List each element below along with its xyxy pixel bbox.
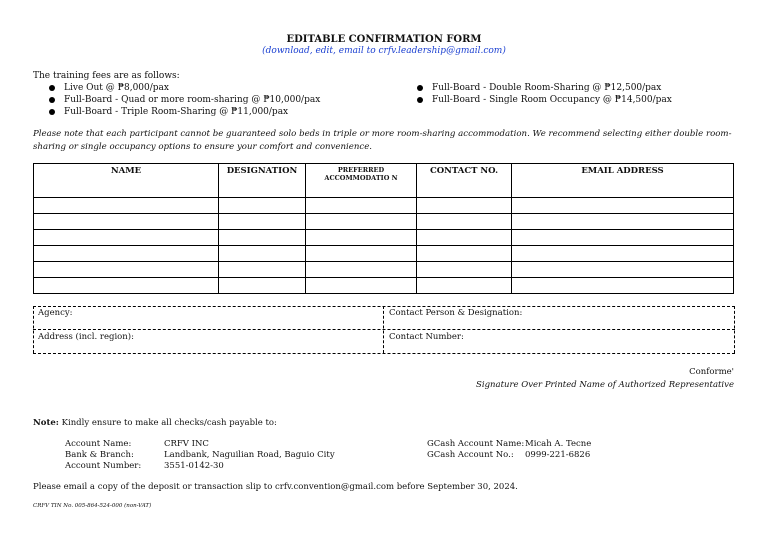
fee-item: Full-Board - Double Room-Sharing @ ₱12,500/pax <box>417 82 672 94</box>
cell-contact[interactable] <box>417 262 512 278</box>
header-name: NAME <box>34 164 219 198</box>
cell-accommodation[interactable] <box>306 262 417 278</box>
fee-item: Full-Board - Quad or more room-sharing @ ₱10,000/pax <box>49 94 320 106</box>
cell-email[interactable] <box>512 198 734 214</box>
table-row <box>34 262 734 278</box>
agency-box-divider <box>33 329 735 330</box>
cell-email[interactable] <box>512 230 734 246</box>
cell-accommodation[interactable] <box>306 198 417 214</box>
agency-box-border-left <box>33 306 34 353</box>
email-instruction: Please email a copy of the deposit or transaction slip to crfv.convention@gmail.com before September 30, 2024. <box>33 482 518 492</box>
address-field[interactable]: Address (incl. region): <box>38 332 134 342</box>
bank-labels: Account Name: Bank & Branch: Account Number: <box>65 439 142 471</box>
gcash-labels: GCash Account Name: GCash Account No.: <box>427 439 525 460</box>
cell-designation[interactable] <box>219 198 306 214</box>
bullet-icon <box>49 85 55 91</box>
contact-number-field[interactable]: Contact Number: <box>389 332 464 342</box>
cell-name[interactable] <box>34 278 219 294</box>
header-contact-no: CONTACT NO. <box>417 164 512 198</box>
tin-number: CRFV TIN No. 005-864-524-000 (non-VAT) <box>33 503 152 509</box>
cell-email[interactable] <box>512 262 734 278</box>
gcash-values: Micah A. Tecne 0999-221-6826 <box>525 439 592 460</box>
signature-caption: Signature Over Printed Name of Authorized Representative <box>476 380 734 390</box>
header-designation: DESIGNATION <box>219 164 306 198</box>
header-preferred-accommodation: PREFERRED ACCOMMODATIO N <box>306 164 417 198</box>
payment-note: Note: Kindly ensure to make all checks/cash payable to: <box>33 418 277 428</box>
cell-contact[interactable] <box>417 214 512 230</box>
agency-field[interactable]: Agency: <box>38 308 73 318</box>
participants-table <box>33 163 734 294</box>
table-row <box>34 230 734 246</box>
contact-person-field[interactable]: Contact Person & Designation: <box>389 308 523 318</box>
cell-designation[interactable] <box>219 278 306 294</box>
fee-item: Full-Board - Single Room Occupancy @ ₱14,500/pax <box>417 94 672 106</box>
cell-name[interactable] <box>34 198 219 214</box>
form-title: EDITABLE CONFIRMATION FORM <box>286 34 482 45</box>
cell-name[interactable] <box>34 262 219 278</box>
cell-designation[interactable] <box>219 214 306 230</box>
cell-designation[interactable] <box>219 230 306 246</box>
fee-item: Live Out @ ₱8,000/pax <box>49 82 320 94</box>
agency-box-center-divider <box>383 306 384 353</box>
cell-contact[interactable] <box>417 246 512 262</box>
bank-values: CRFV INC Landbank, Naguilian Road, Baguio City 3551-0142-30 <box>164 439 335 471</box>
cell-email[interactable] <box>512 246 734 262</box>
fee-item: Full-Board - Triple Room-Sharing @ ₱11,000/pax <box>49 106 320 118</box>
bullet-icon <box>417 97 423 103</box>
cell-name[interactable] <box>34 246 219 262</box>
cell-accommodation[interactable] <box>306 246 417 262</box>
table-row <box>34 198 734 214</box>
cell-designation[interactable] <box>219 262 306 278</box>
agency-box-border-right <box>734 306 735 353</box>
cell-contact[interactable] <box>417 198 512 214</box>
cell-contact[interactable] <box>417 278 512 294</box>
agency-box-border-bottom <box>33 353 735 354</box>
table-row <box>34 278 734 294</box>
fees-list-left <box>49 82 320 118</box>
bullet-icon <box>49 97 55 103</box>
cell-contact[interactable] <box>417 230 512 246</box>
fees-intro: The training fees are as follows: <box>33 71 180 81</box>
cell-name[interactable] <box>34 214 219 230</box>
cell-accommodation[interactable] <box>306 214 417 230</box>
cell-email[interactable] <box>512 278 734 294</box>
table-row <box>34 246 734 262</box>
cell-accommodation[interactable] <box>306 278 417 294</box>
bullet-icon <box>417 85 423 91</box>
header-email-address: EMAIL ADDRESS <box>512 164 734 198</box>
fees-list-right <box>417 82 672 106</box>
conforme-label: Conforme' <box>689 367 734 377</box>
bullet-icon <box>49 109 55 115</box>
agency-box-border-top <box>33 306 735 307</box>
form-subtitle: (download, edit, email to crfv.leadership@gmail.com) <box>262 46 506 56</box>
cell-accommodation[interactable] <box>306 230 417 246</box>
cell-name[interactable] <box>34 230 219 246</box>
accommodation-notice: Please note that each participant cannot be guaranteed solo beds in triple or more room-sharing accommodation. We recommend selecting either double room-sharing or single occupancy options to ensure your comfort and convenience. <box>33 129 732 152</box>
cell-email[interactable] <box>512 214 734 230</box>
table-row <box>34 214 734 230</box>
cell-designation[interactable] <box>219 246 306 262</box>
table-header-row <box>34 164 734 198</box>
